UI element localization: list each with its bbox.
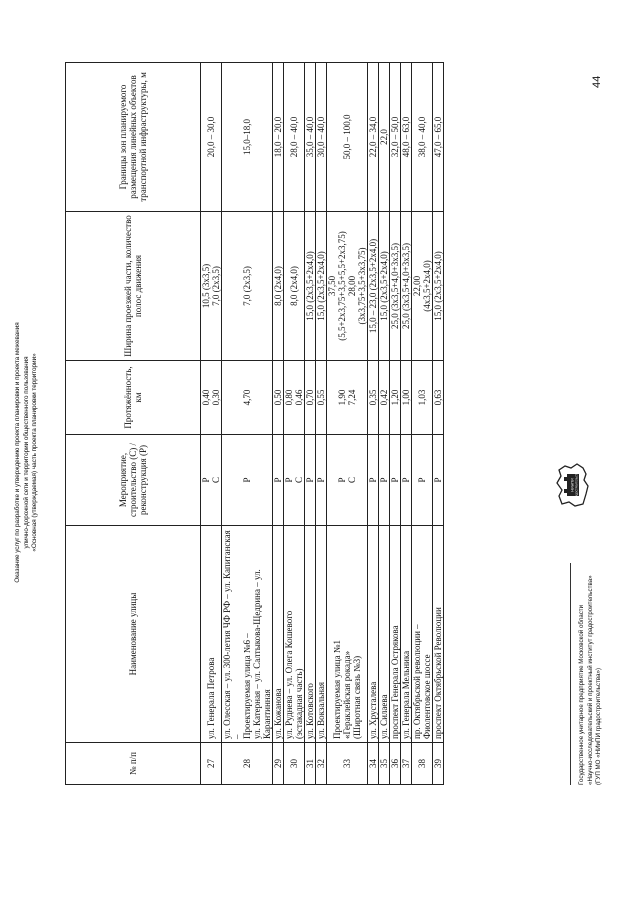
cell-length-line: 1,03 [417,389,427,406]
header-line-3: «Основная (утверждаемая) часть проекта планировки территории» [31,353,38,552]
cell-length-line: 4,70 [242,389,252,406]
table-row [412,63,433,785]
cell-length [284,361,305,435]
cell-carriageway-width-line: 8,0 (2х4,0) [273,266,283,306]
cell-street-name [305,526,316,743]
cell-zone-bounds [201,63,222,212]
cell-action-line: Р [273,477,283,483]
col-header-length: Протяжённость, км [66,361,201,435]
footer-line-3: (ГУП МО «НИиПИ градостроительства») [595,668,602,785]
cell-carriageway-width-line: 8,0 (2х4,0) [289,266,299,306]
cell-zone-bounds-line: 20,0 – 30,0 [206,116,216,158]
table-row [390,63,401,785]
cell-carriageway-width-line: 15,0 (2х3,5+2х4,0) [379,251,389,321]
cell-street-name [401,526,412,743]
cell-length-line: 0,50 [273,389,283,406]
institute-logo [553,460,593,510]
cell-street-name-line: проспект Октябрьской Революции [433,607,443,739]
cell-length [305,361,316,435]
cell-street-name-line: ул. Генерала Мельника [401,650,411,739]
cell-carriageway-width [305,212,316,361]
cell-carriageway-width [327,212,368,361]
cell-action [390,435,401,526]
cell-zone-bounds-line: 47,0 – 65,0 [433,116,443,158]
cell-number: 33 [327,743,368,785]
cell-action [412,435,433,526]
cell-zone-bounds-line: 22,0 [379,129,389,145]
table-row [316,63,327,785]
cell-number: 35 [379,743,390,785]
cell-street-name-line: (эстакадная часть) [294,668,304,739]
table-row [327,63,368,785]
table-row [284,63,305,785]
header-line-2: улично-дорожной сети и территории общественного пользования [22,356,30,549]
col-header-zone-bounds: Границы зон планируемого размещения линейных объектов транспортной инфраструктуры, м [66,63,201,212]
cell-carriageway-width-line: 25,0 (3х3,5+4,0+3х3,5) [390,243,400,329]
cell-carriageway-width [316,212,327,361]
cell-action-line: Р [368,477,378,483]
cell-length [222,361,273,435]
col-header-action: Мероприятие, строительство (С) / реконструкция (Р) [66,435,201,526]
cell-zone-bounds-line: 32,0 – 50,0 [390,116,400,158]
cell-number: 30 [284,743,305,785]
cell-zone-bounds [327,63,368,212]
cell-length-line: 0,55 [316,389,326,406]
cell-carriageway-width-line: 7,0 (2х3,5) [211,266,221,306]
cell-length-line: 1,00 [401,389,411,406]
cell-street-name [433,526,444,743]
cell-zone-bounds [433,63,444,212]
cell-street-name-line: Фиолентовское шоссе [422,654,432,739]
cell-length [379,361,390,435]
cell-carriageway-width [390,212,401,361]
cell-zone-bounds [284,63,305,212]
table-body [201,63,444,785]
cell-street-name-line: Проектируемая улица №1 [332,640,342,739]
table-row [433,63,444,785]
cell-carriageway-width-line: 15,0 – 23,0 (2х3,5+2х4,0) [368,238,378,334]
cell-street-name [273,526,284,743]
cell-action-line: С [347,477,357,484]
footer-line-2: «Научно-исследовательский и проектный институт градостроительства» [586,575,594,785]
cell-length [316,361,327,435]
cell-street-name-line: ул. Котовского [305,683,315,739]
cell-zone-bounds-line: 15,0–18,0 [242,119,252,155]
cell-length [273,361,284,435]
cell-zone-bounds [368,63,379,212]
col-header-number: № п/п [66,743,201,785]
table-row [368,63,379,785]
cell-zone-bounds-line: 18,0 – 20,0 [273,116,283,158]
cell-length [390,361,401,435]
cell-length [433,361,444,435]
cell-carriageway-width [412,212,433,361]
cell-length [401,361,412,435]
cell-zone-bounds [390,63,401,212]
cell-carriageway-width [379,212,390,361]
cell-zone-bounds [401,63,412,212]
cell-action-line: Р [390,477,400,483]
col-header-carriageway-width: Ширина проезжей части, количество полос движения [66,212,201,361]
cell-length [327,361,368,435]
cell-action [305,435,316,526]
cell-street-name-line: ул. Руднева – ул. Олега Кошевого [284,610,294,739]
footer-separator [570,563,571,785]
cell-length-line: 0,42 [379,389,389,406]
cell-carriageway-width-line: 15,0 (2х3,5+2х4,0) [316,251,326,321]
cell-length-line: 0,46 [294,389,304,406]
cell-street-name-line: ул. Генерала Петрова [206,657,216,739]
cell-carriageway-width [401,212,412,361]
cell-carriageway-width-line: (3х3,75+3,5+3х3,75) [357,247,367,325]
cell-carriageway-width-line: 22,00 [412,275,422,297]
cell-length-line: 0,40 [201,389,211,406]
cell-street-name-line: ул. Вокзальная [316,681,326,739]
cell-number: 31 [305,743,316,785]
cell-action-line: Р [305,477,315,483]
cell-length-line: 0,70 [305,389,315,406]
cell-action [316,435,327,526]
cell-action [201,435,222,526]
cell-street-name-line: Проектируемая улица №6 – [242,633,252,739]
logo-text-1: НИиПИ [569,478,575,492]
cell-action-line: Р [201,477,211,483]
cell-action [284,435,305,526]
cell-carriageway-width [222,212,273,361]
cell-zone-bounds-line: 28,0 – 40,0 [289,116,299,158]
cell-carriageway-width-line: 10,5 (3х3,5) [201,263,211,309]
cell-number: 29 [273,743,284,785]
cell-carriageway-width-line: 28,00 [347,275,357,297]
table-row [201,63,222,785]
cell-action-line: Р [433,477,443,483]
cell-street-name-line: ул. Хрусталева [368,681,378,739]
cell-length-line: 0,80 [284,389,294,406]
cell-street-name-line: ул. Силаева [379,694,389,739]
cell-street-name [368,526,379,743]
cell-length [412,361,433,435]
cell-length-line: 0,30 [211,389,221,406]
cell-number: 28 [222,743,273,785]
cell-length-line: 0,35 [368,389,378,406]
cell-street-name [379,526,390,743]
cell-action-line: Р [337,477,347,483]
cell-length-line: 1,90 [337,389,347,406]
document-header [14,160,40,745]
table-row [379,63,390,785]
cell-zone-bounds-line: 30,0 – 40,0 [316,116,326,158]
header-line-1: Оказание услуг по разработке и утверждению проекта планировки и проекта межевания [14,322,21,583]
cell-number: 38 [412,743,433,785]
cell-length-line: 7,24 [347,389,357,406]
cell-zone-bounds [305,63,316,212]
cell-street-name-line: (Широтная связь №3) [352,655,362,739]
cell-action-line: Р [284,477,294,483]
cell-action-line: Р [242,477,252,483]
cell-street-name [316,526,327,743]
cell-action [433,435,444,526]
table-row [222,63,273,785]
cell-street-name [327,526,368,743]
cell-carriageway-width-line: 7,0 (2х3,5) [242,266,252,306]
cell-zone-bounds-line: 35,0 – 40,0 [305,116,315,158]
cell-action [222,435,273,526]
cell-street-name-line: ул. Кожанова [273,688,283,739]
cell-carriageway-width [368,212,379,361]
cell-length-line: 0,63 [433,389,443,406]
cell-action-line: Р [316,477,326,483]
cell-street-name-line: проспект Генерала Острякова [390,625,400,739]
table-row [401,63,412,785]
cell-carriageway-width-line: (4х3,5+2х4,0) [422,260,432,312]
cell-length-line: 1,20 [390,389,400,406]
cell-number: 32 [316,743,327,785]
cell-zone-bounds-line: 48,0 – 63,0 [401,116,411,158]
table-row [273,63,284,785]
cell-street-name [390,526,401,743]
logo-text-2: ГРАДОСТРОИТЕЛЬСТВА [575,470,579,500]
table-header-row [66,63,201,785]
cell-street-name [201,526,222,743]
cell-action [368,435,379,526]
cell-street-name-line: пр. Октябрьской революции – [412,624,422,739]
cell-zone-bounds-line: 50,0 – 100,0 [342,114,352,160]
cell-action-line: Р [401,477,411,483]
cell-carriageway-width-line: 25,0 (3х3,5+4,0+3х3,5) [401,243,411,329]
table-row [305,63,316,785]
cell-street-name [284,526,305,743]
cell-action [379,435,390,526]
cell-zone-bounds-line: 38,0 – 40,0 [417,116,427,158]
cell-number: 36 [390,743,401,785]
cell-number: 39 [433,743,444,785]
cell-action [273,435,284,526]
cell-number: 27 [201,743,222,785]
cell-number: 34 [368,743,379,785]
cell-carriageway-width-line: 37,50 [327,275,337,297]
page-number: 44 [591,75,603,88]
cell-street-name [222,526,273,743]
cell-action [327,435,368,526]
footer-line-1: Государственное унитарное предприятие Московской области [578,604,585,785]
cell-carriageway-width [201,212,222,361]
cell-zone-bounds [412,63,433,212]
cell-action-line: Р [417,477,427,483]
cell-action-line: С [294,477,304,484]
cell-street-name-line: ул. Олесская – ул. 300-летия ЧФ РФ – ул. Капитанская – [222,530,242,739]
cell-carriageway-width-line: 15,0 (2х3,5+2х4,0) [433,251,443,321]
col-header-street-name: Наименование улицы [66,526,201,743]
cell-carriageway-width-line: 15,0 (2х3,5+2х4,0) [305,251,315,321]
footer [578,555,604,785]
cell-carriageway-width [273,212,284,361]
cell-street-name [412,526,433,743]
cell-zone-bounds-line: 22,0 – 34,0 [368,116,378,158]
cell-carriageway-width [433,212,444,361]
cell-zone-bounds [222,63,273,212]
cell-zone-bounds [379,63,390,212]
cell-carriageway-width [284,212,305,361]
cell-street-name-line: ул. Катерная – ул. Салтыкова-Щедрина – ул. Карантинная [252,569,272,739]
cell-zone-bounds [316,63,327,212]
cell-street-name-line: «Гераклейская рокада» [342,650,352,739]
cell-length [368,361,379,435]
cell-zone-bounds [273,63,284,212]
cell-action-line: Р [379,477,389,483]
streets-table [65,62,444,785]
cell-length [201,361,222,435]
cell-carriageway-width-line: (5,5+2х3,75+3,5+5,5+2х3,75) [337,231,347,341]
cell-action-line: С [211,477,221,484]
cell-action [401,435,412,526]
cell-number: 37 [401,743,412,785]
